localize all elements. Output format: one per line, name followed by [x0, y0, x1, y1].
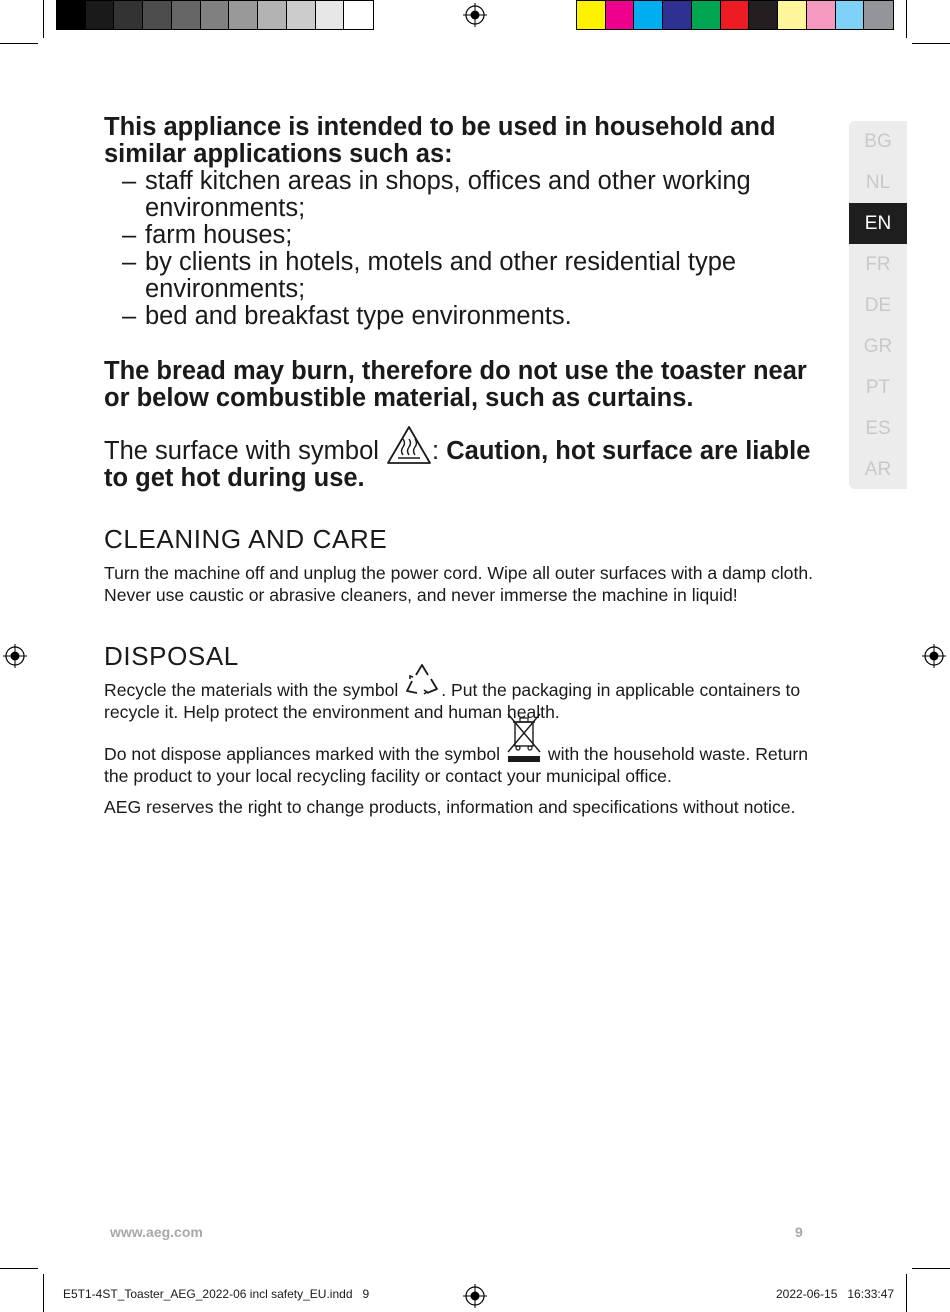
- registration-mark-icon: [922, 644, 946, 668]
- color-swatch: [807, 1, 836, 29]
- color-swatch: [692, 1, 721, 29]
- weee-paragraph: [104, 743, 824, 787]
- intended-use-list: [104, 168, 824, 330]
- list-item: – staff kitchen areas in shops, offices and other working environments;: [104, 168, 824, 222]
- recycle-paragraph: [104, 679, 824, 723]
- crop-mark: [906, 0, 907, 38]
- registration-mark-icon: [3, 644, 27, 668]
- slug-filename: E5T1-4ST_Toaster_AEG_2022-06 incl safety_EU.indd 9: [63, 1287, 370, 1301]
- crop-mark: [912, 43, 950, 44]
- color-swatch: [143, 1, 172, 29]
- registration-mark-icon: [463, 1284, 487, 1308]
- color-swatch: [778, 1, 807, 29]
- hot-surface-colon: :: [432, 437, 440, 465]
- recycle-prefix: Recycle the materials with the symbol: [104, 680, 399, 701]
- registration-mark-icon: [463, 3, 487, 27]
- crossed-out-bin-icon: [505, 712, 543, 764]
- tab-nl[interactable]: NL: [865, 171, 891, 193]
- list-item: – by clients in hotels, motels and other residential type environments;: [104, 249, 824, 303]
- color-swatch: [836, 1, 865, 29]
- crop-mark: [906, 1274, 907, 1312]
- color-swatch: [749, 1, 778, 29]
- slug-timestamp: 2022-06-15 16:33:47: [776, 1287, 895, 1301]
- color-swatch: [258, 1, 287, 29]
- hot-surface-warning-icon: [386, 425, 432, 465]
- tab-en[interactable]: EN: [849, 203, 907, 244]
- color-swatch: [721, 1, 750, 29]
- crop-mark: [0, 1268, 38, 1269]
- color-swatch: [577, 1, 606, 29]
- hot-surface-prefix: The surface with symbol: [104, 437, 379, 465]
- color-swatch: [229, 1, 258, 29]
- list-item: – bed and breakfast type environments.: [104, 303, 824, 330]
- color-swatch: [606, 1, 635, 29]
- burn-warning: The bread may burn, therefore do not use the toaster near or below combustible material, such as curtains.: [104, 357, 807, 412]
- disposal-title: DISPOSAL: [104, 641, 239, 672]
- color-swatch: [316, 1, 345, 29]
- color-swatch: [86, 1, 115, 29]
- recycle-icon: [403, 661, 441, 701]
- cleaning-title: CLEANING AND CARE: [104, 524, 388, 555]
- hot-surface-caution: Caution, hot surface are liable to get hot during use.: [104, 437, 811, 493]
- tab-bg[interactable]: BG: [864, 130, 892, 152]
- tab-ar[interactable]: AR: [864, 458, 892, 480]
- crop-mark: [43, 1274, 44, 1312]
- hot-surface-warning: [104, 438, 824, 492]
- weee-suffix: with the household waste. Return the product to your local recycling facility or contact your municipal office.: [104, 744, 809, 787]
- color-swatch: [864, 1, 893, 29]
- list-item: – farm houses;: [104, 222, 824, 249]
- color-swatch: [634, 1, 663, 29]
- page-content: [104, 114, 824, 818]
- color-swatch: [114, 1, 143, 29]
- weee-prefix: Do not dispose appliances marked with the symbol: [104, 744, 501, 765]
- language-tabs: [849, 121, 907, 489]
- color-swatch: [344, 1, 373, 29]
- intended-use-heading: This appliance is intended to be used in household and similar applications such as:: [104, 113, 776, 168]
- crop-mark: [43, 0, 44, 38]
- website-link[interactable]: www.aeg.com: [110, 1224, 203, 1240]
- color-swatch: [663, 1, 692, 29]
- color-swatch: [57, 1, 86, 29]
- tab-fr[interactable]: FR: [865, 253, 891, 275]
- process-color-bar: [576, 0, 894, 30]
- notice-paragraph: AEG reserves the right to change products, information and specifications without notice.: [104, 797, 796, 818]
- recycle-suffix: . Put the packaging in applicable containers to recycle it. Help protect the environment and human health.: [104, 680, 801, 723]
- tab-gr[interactable]: GR: [863, 335, 893, 357]
- color-swatch: [172, 1, 201, 29]
- color-swatch: [287, 1, 316, 29]
- tab-pt[interactable]: PT: [865, 376, 891, 398]
- page-number: 9: [795, 1224, 803, 1240]
- grayscale-color-bar: [56, 0, 374, 30]
- crop-mark: [0, 43, 38, 44]
- cleaning-text: Turn the machine off and unplug the power cord. Wipe all outer surfaces with a damp cloth. Never use caustic or abrasive cleaners, and never immerse the machine in liquid!: [104, 563, 814, 606]
- crop-mark: [912, 1268, 950, 1269]
- tab-es[interactable]: ES: [865, 417, 891, 439]
- color-swatch: [201, 1, 230, 29]
- tab-de[interactable]: DE: [864, 294, 892, 316]
